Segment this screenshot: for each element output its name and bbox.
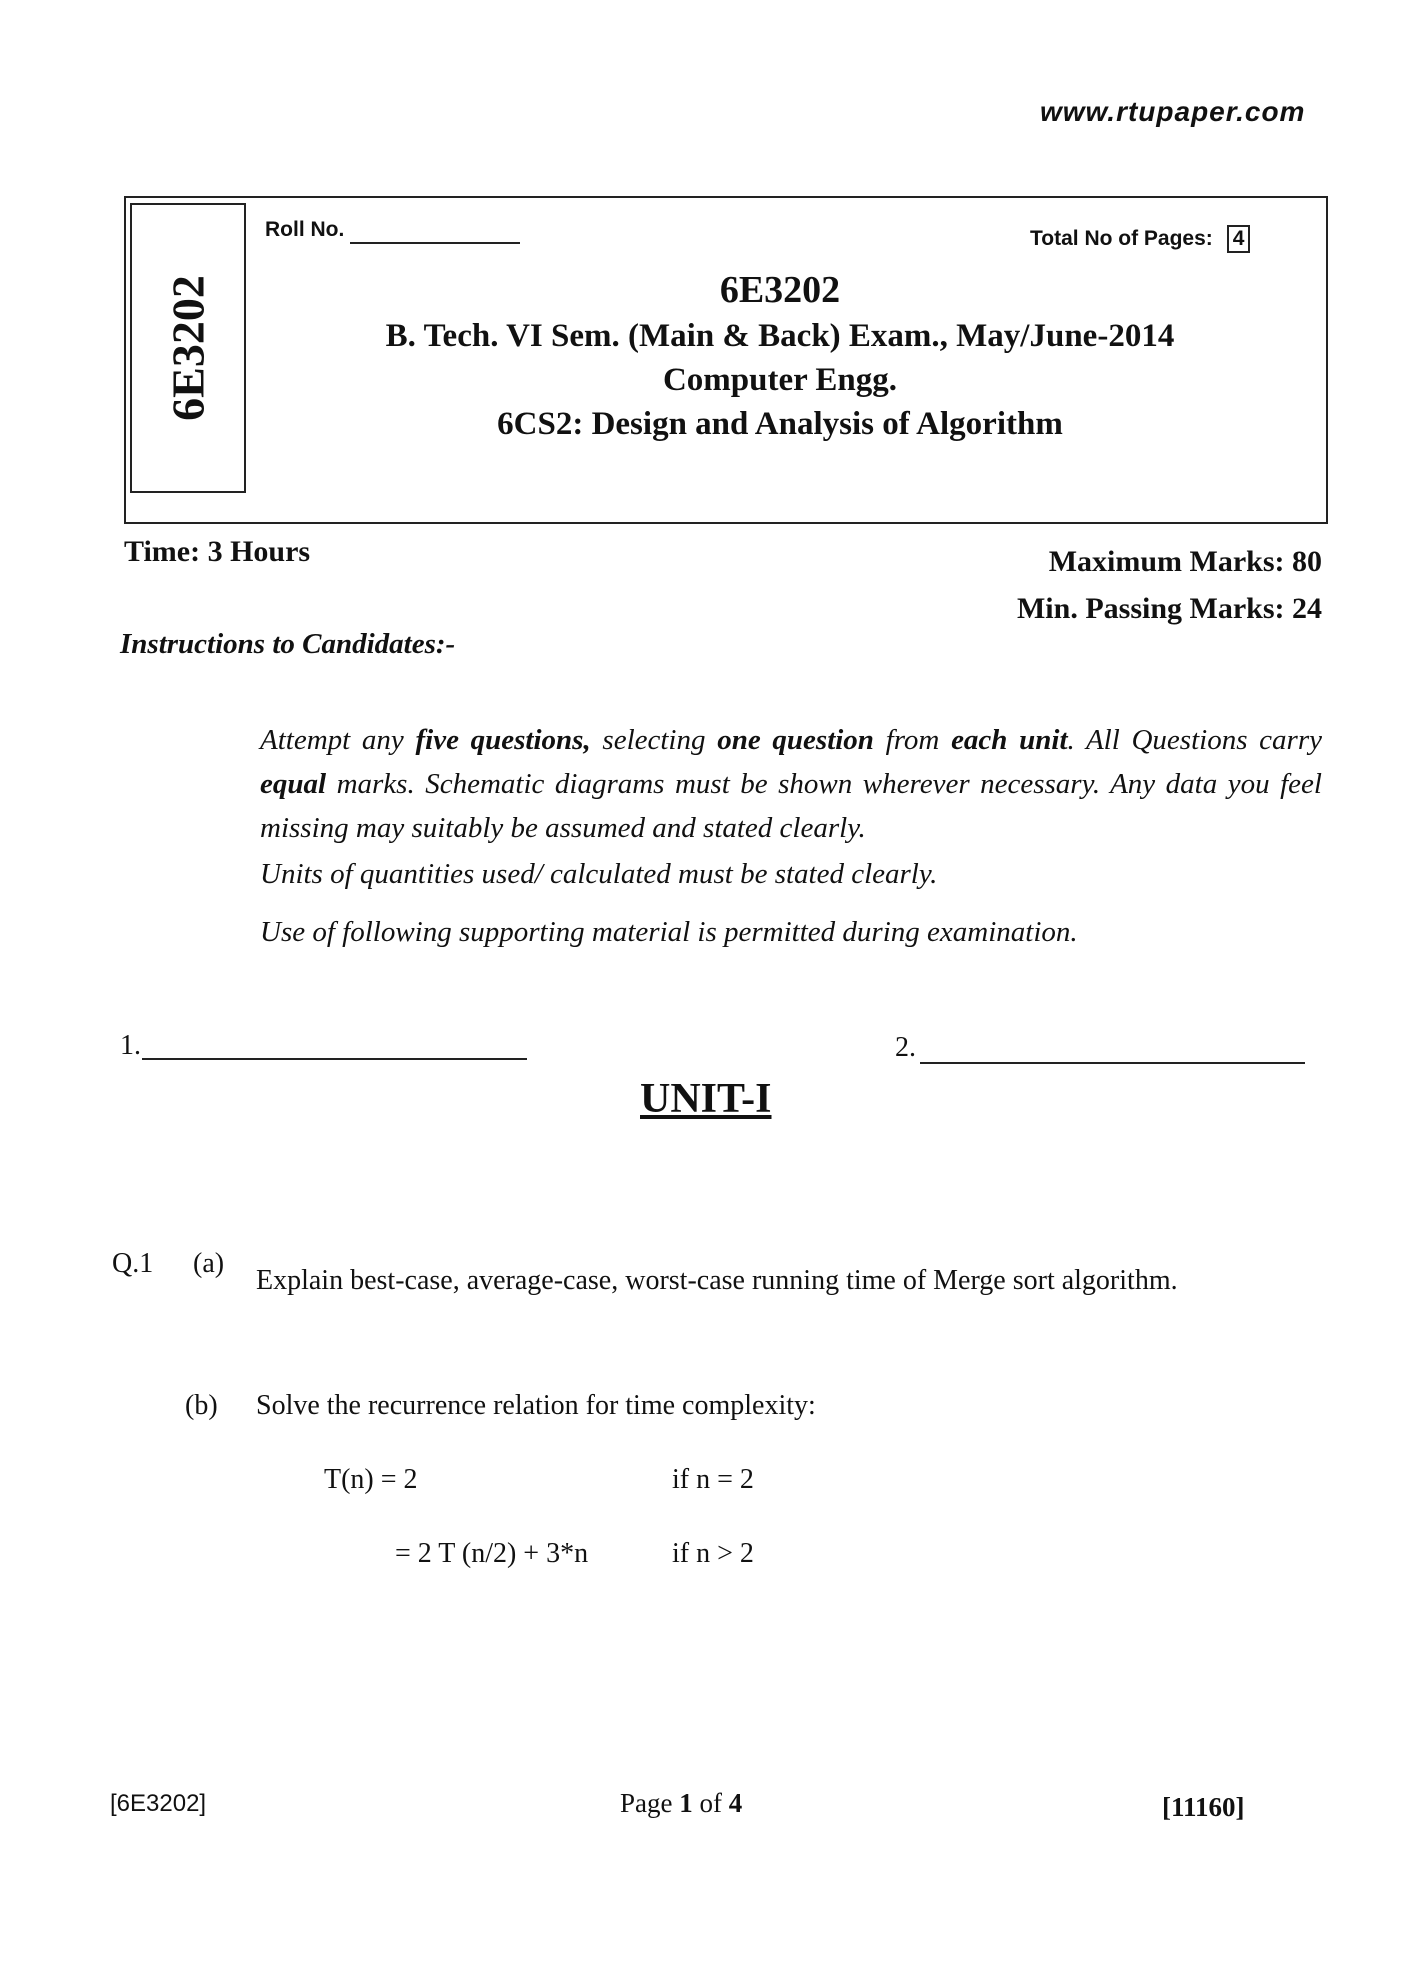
- footer-paper-code: [6E3202]: [110, 1790, 207, 1817]
- instr-text: from: [873, 724, 952, 756]
- instruction-paragraph-1: [260, 718, 1322, 850]
- instr-text: Attempt any: [260, 724, 416, 756]
- roll-number: [265, 218, 520, 244]
- roll-blank-line: [350, 218, 520, 244]
- min-passing-marks: Min. Passing Marks: 24: [1016, 592, 1322, 625]
- website-url: www.rtupaper.com: [1040, 96, 1306, 127]
- supporting-item-1: 1.: [120, 1030, 141, 1061]
- total-pages-value: 4: [1227, 225, 1251, 253]
- roll-label: Roll No.: [265, 218, 345, 241]
- recurrence-base-case: T(n) = 2: [324, 1464, 418, 1495]
- instruction-paragraph-3: Use of following supporting material is permitted during examination.: [260, 916, 1078, 948]
- branch-title: Computer Engg.: [662, 362, 898, 398]
- instr-text: . All Questions carry: [1067, 724, 1322, 756]
- paper-code-title: 6E3202: [719, 269, 841, 311]
- paper-code-box: [130, 203, 246, 493]
- paper-code-vertical: 6E3202: [162, 275, 214, 421]
- footer-page-of: of: [692, 1788, 729, 1818]
- instructions-heading: Instructions to Candidates:-: [120, 628, 456, 660]
- footer-page-total: 4: [728, 1788, 743, 1818]
- total-pages-label: Total No of Pages:: [1030, 227, 1213, 250]
- supporting-line-2: [920, 1062, 1305, 1064]
- instructions-body: [260, 718, 1322, 954]
- footer-page-number: [620, 1788, 742, 1819]
- instr-bold: equal: [260, 768, 327, 800]
- recurrence-recursive-condition: if n > 2: [672, 1538, 754, 1569]
- exam-title: B. Tech. VI Sem. (Main & Back) Exam., May/June-2014: [385, 318, 1175, 354]
- footer-page-prefix: Page: [620, 1788, 680, 1818]
- instr-bold: each unit: [951, 724, 1068, 756]
- instr-text: selecting: [590, 724, 718, 756]
- question-b-label: (b): [185, 1390, 218, 1421]
- question-a-text: Explain best-case, average-case, worst-case running time of Merge sort algorithm.: [256, 1265, 1178, 1296]
- question-b-text: Solve the recurrence relation for time complexity:: [256, 1390, 816, 1421]
- footer-page-current: 1: [679, 1788, 693, 1818]
- recurrence-recursive-case: = 2 T (n/2) + 3*n: [395, 1538, 589, 1569]
- supporting-item-2: 2.: [895, 1032, 916, 1063]
- total-pages: [1030, 225, 1250, 253]
- supporting-line-1: [142, 1058, 527, 1060]
- recurrence-base-condition: if n = 2: [672, 1464, 754, 1495]
- footer-serial: [11160]: [1162, 1792, 1245, 1822]
- instr-text: marks. Schematic diagrams must be shown wherever necessary. Any data you feel missing may suitably be assumed and stated clearly.: [260, 768, 1322, 844]
- maximum-marks: Maximum Marks: 80: [1048, 545, 1322, 578]
- unit-heading: UNIT-I: [640, 1076, 772, 1122]
- subject-title: 6CS2: Design and Analysis of Algorithm: [497, 406, 1063, 442]
- exam-time: Time: 3 Hours: [124, 535, 311, 568]
- instruction-paragraph-2: Units of quantities used/ calculated must be stated clearly.: [260, 858, 938, 890]
- instr-bold: five questions,: [415, 724, 591, 756]
- instr-bold: one question: [717, 724, 874, 756]
- question-number: Q.1: [112, 1248, 154, 1279]
- question-a-label: (a): [193, 1248, 225, 1279]
